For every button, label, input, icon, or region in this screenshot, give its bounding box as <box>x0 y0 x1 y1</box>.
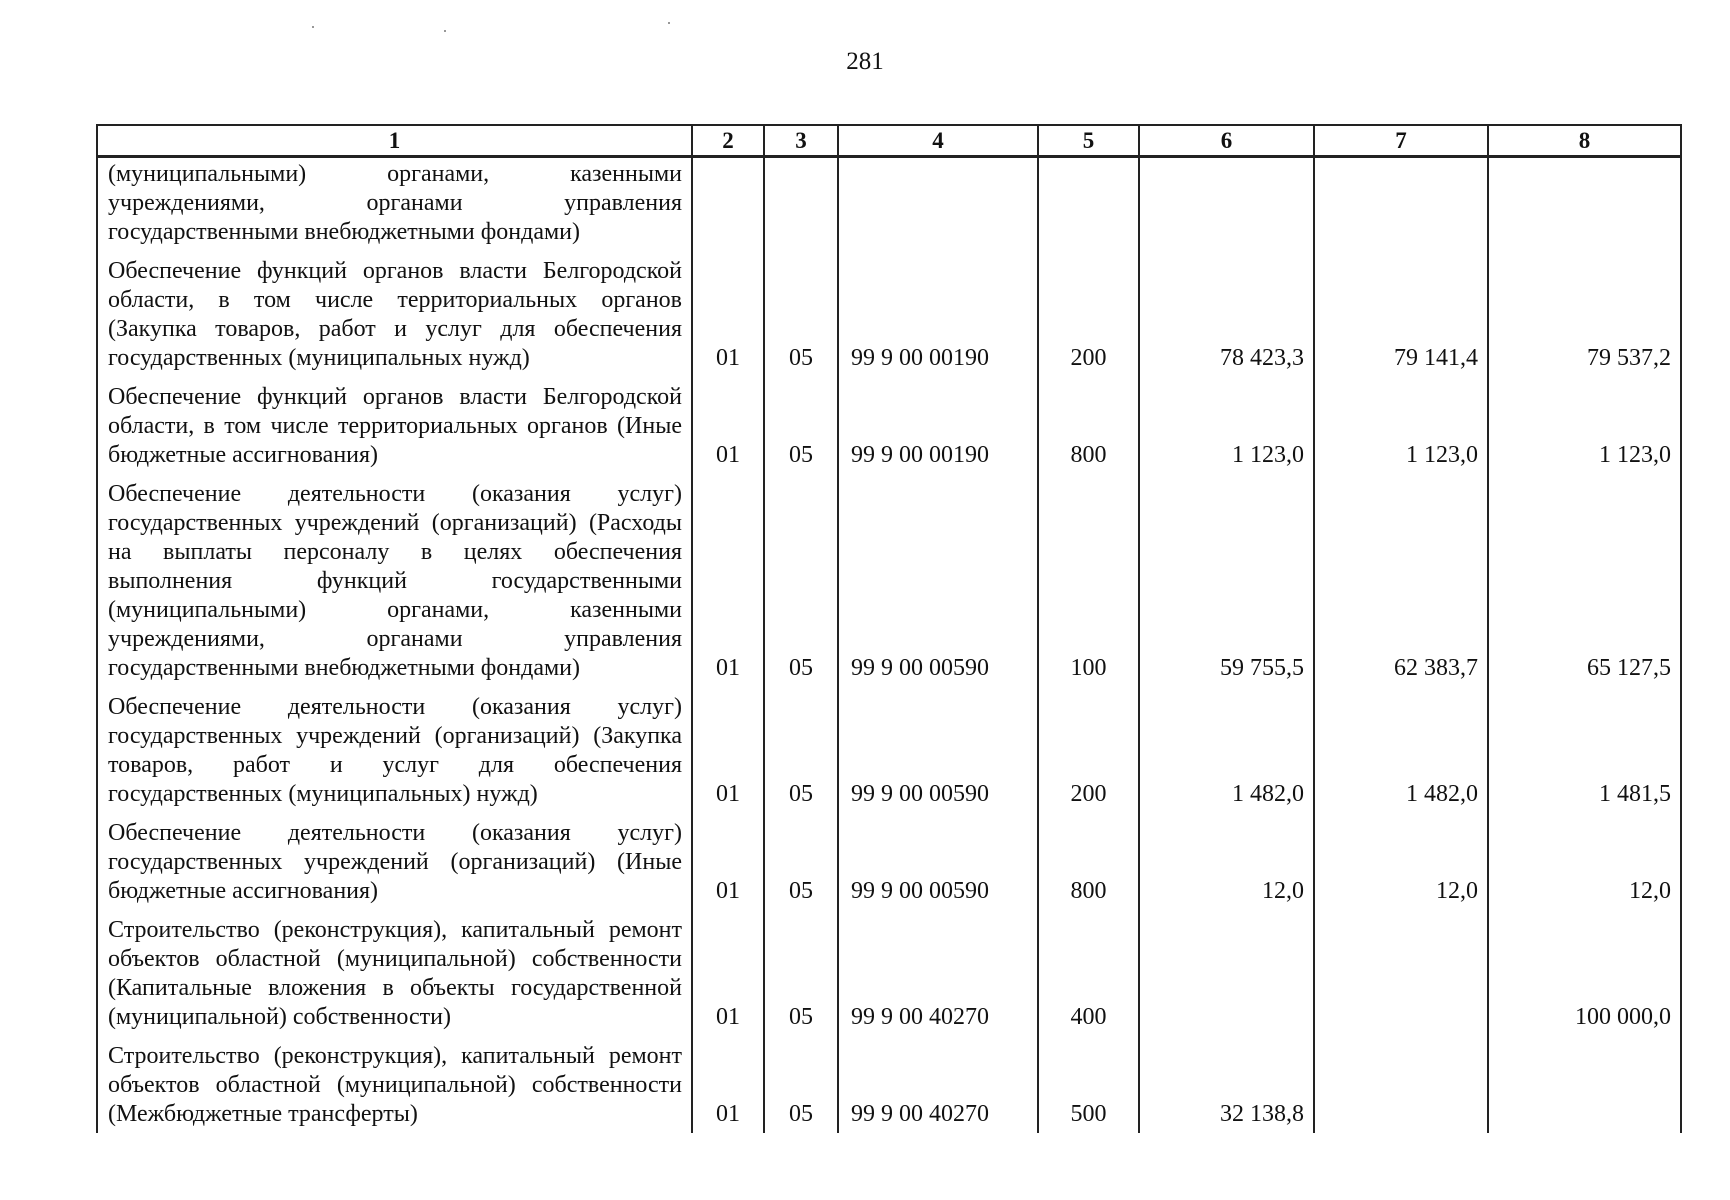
column-header: 7 <box>1314 125 1488 157</box>
amount-column-8: 1 123,0 <box>1488 383 1681 480</box>
amount-column-6: 59 755,5 <box>1139 480 1314 693</box>
expense-type-code: 200 <box>1038 693 1139 819</box>
section-code: 01 <box>692 383 764 480</box>
subsection-code: 05 <box>764 480 838 693</box>
expense-type-code: 100 <box>1038 480 1139 693</box>
expense-description: Строительство (реконструкция), капитальный ремонт объектов областной (муниципальной) собственности (Межбюджетные трансферты) <box>97 1042 692 1133</box>
amount-column-7 <box>1314 157 1488 258</box>
section-code: 01 <box>692 916 764 1042</box>
expense-type-code: 800 <box>1038 819 1139 916</box>
amount-column-8: 65 127,5 <box>1488 480 1681 693</box>
amount-column-7: 79 141,4 <box>1314 257 1488 383</box>
expense-description: Обеспечение деятельности (оказания услуг) государственных учреждений (организаций) (Расходы на выплаты персоналу в целях обеспечения выполнения функций государственными (муниципальными) органами, казенными учреждениями, органами управления государственными внебюджетными фондами) <box>97 480 692 693</box>
amount-column-7 <box>1314 916 1488 1042</box>
subsection-code: 05 <box>764 693 838 819</box>
expense-type-code <box>1038 157 1139 258</box>
target-article-code: 99 9 00 40270 <box>838 1042 1038 1133</box>
expense-type-code: 800 <box>1038 383 1139 480</box>
amount-column-6: 1 123,0 <box>1139 383 1314 480</box>
subsection-code <box>764 157 838 258</box>
column-header: 3 <box>764 125 838 157</box>
subsection-code: 05 <box>764 819 838 916</box>
table-row <box>97 157 1681 258</box>
amount-column-7: 12,0 <box>1314 819 1488 916</box>
column-header: 8 <box>1488 125 1681 157</box>
expense-description: Обеспечение деятельности (оказания услуг) государственных учреждений (организаций) (Закупка товаров, работ и услуг для обеспечения государственных (муниципальных) нужд) <box>97 693 692 819</box>
amount-column-8: 79 537,2 <box>1488 257 1681 383</box>
amount-column-6: 1 482,0 <box>1139 693 1314 819</box>
subsection-code: 05 <box>764 257 838 383</box>
table-header-row <box>97 125 1681 157</box>
table-row <box>97 1042 1681 1133</box>
target-article-code: 99 9 00 00190 <box>838 257 1038 383</box>
target-article-code: 99 9 00 40270 <box>838 916 1038 1042</box>
column-header: 6 <box>1139 125 1314 157</box>
budget-table <box>96 124 1682 1133</box>
amount-column-7: 1 123,0 <box>1314 383 1488 480</box>
expense-description: (муниципальными) органами, казенными учреждениями, органами управления государственными внебюджетными фондами) <box>97 157 692 258</box>
expense-type-code: 200 <box>1038 257 1139 383</box>
scan-speck <box>668 22 670 24</box>
amount-column-7 <box>1314 1042 1488 1133</box>
amount-column-8: 100 000,0 <box>1488 916 1681 1042</box>
table-row <box>97 693 1681 819</box>
amount-column-6: 32 138,8 <box>1139 1042 1314 1133</box>
section-code: 01 <box>692 693 764 819</box>
amount-column-7: 62 383,7 <box>1314 480 1488 693</box>
amount-column-6 <box>1139 916 1314 1042</box>
amount-column-6: 12,0 <box>1139 819 1314 916</box>
expense-description: Обеспечение функций органов власти Белгородской области, в том числе территориальных органов (Иные бюджетные ассигнования) <box>97 383 692 480</box>
scan-speck <box>444 30 446 32</box>
section-code: 01 <box>692 480 764 693</box>
table-row <box>97 480 1681 693</box>
amount-column-8 <box>1488 157 1681 258</box>
column-header: 1 <box>97 125 692 157</box>
column-header: 5 <box>1038 125 1139 157</box>
table-row <box>97 257 1681 383</box>
expense-type-code: 500 <box>1038 1042 1139 1133</box>
expense-description: Обеспечение функций органов власти Белгородской области, в том числе территориальных органов (Закупка товаров, работ и услуг для обеспечения государственных (муниципальных нужд) <box>97 257 692 383</box>
amount-column-6: 78 423,3 <box>1139 257 1314 383</box>
section-code: 01 <box>692 819 764 916</box>
expense-type-code: 400 <box>1038 916 1139 1042</box>
scan-speck <box>312 26 314 28</box>
amount-column-8: 1 481,5 <box>1488 693 1681 819</box>
subsection-code: 05 <box>764 1042 838 1133</box>
expense-description: Обеспечение деятельности (оказания услуг) государственных учреждений (организаций) (Иные бюджетные ассигнования) <box>97 819 692 916</box>
target-article-code <box>838 157 1038 258</box>
table-row <box>97 383 1681 480</box>
subsection-code: 05 <box>764 916 838 1042</box>
section-code <box>692 157 764 258</box>
target-article-code: 99 9 00 00590 <box>838 819 1038 916</box>
section-code: 01 <box>692 1042 764 1133</box>
column-header: 2 <box>692 125 764 157</box>
target-article-code: 99 9 00 00590 <box>838 693 1038 819</box>
page-number: 281 <box>846 48 884 75</box>
table-row <box>97 916 1681 1042</box>
amount-column-6 <box>1139 157 1314 258</box>
table-row <box>97 819 1681 916</box>
column-header: 4 <box>838 125 1038 157</box>
subsection-code: 05 <box>764 383 838 480</box>
section-code: 01 <box>692 257 764 383</box>
expense-description: Строительство (реконструкция), капитальный ремонт объектов областной (муниципальной) собственности (Капитальные вложения в объекты государственной (муниципальной) собственности) <box>97 916 692 1042</box>
amount-column-8: 12,0 <box>1488 819 1681 916</box>
target-article-code: 99 9 00 00590 <box>838 480 1038 693</box>
target-article-code: 99 9 00 00190 <box>838 383 1038 480</box>
amount-column-7: 1 482,0 <box>1314 693 1488 819</box>
amount-column-8 <box>1488 1042 1681 1133</box>
